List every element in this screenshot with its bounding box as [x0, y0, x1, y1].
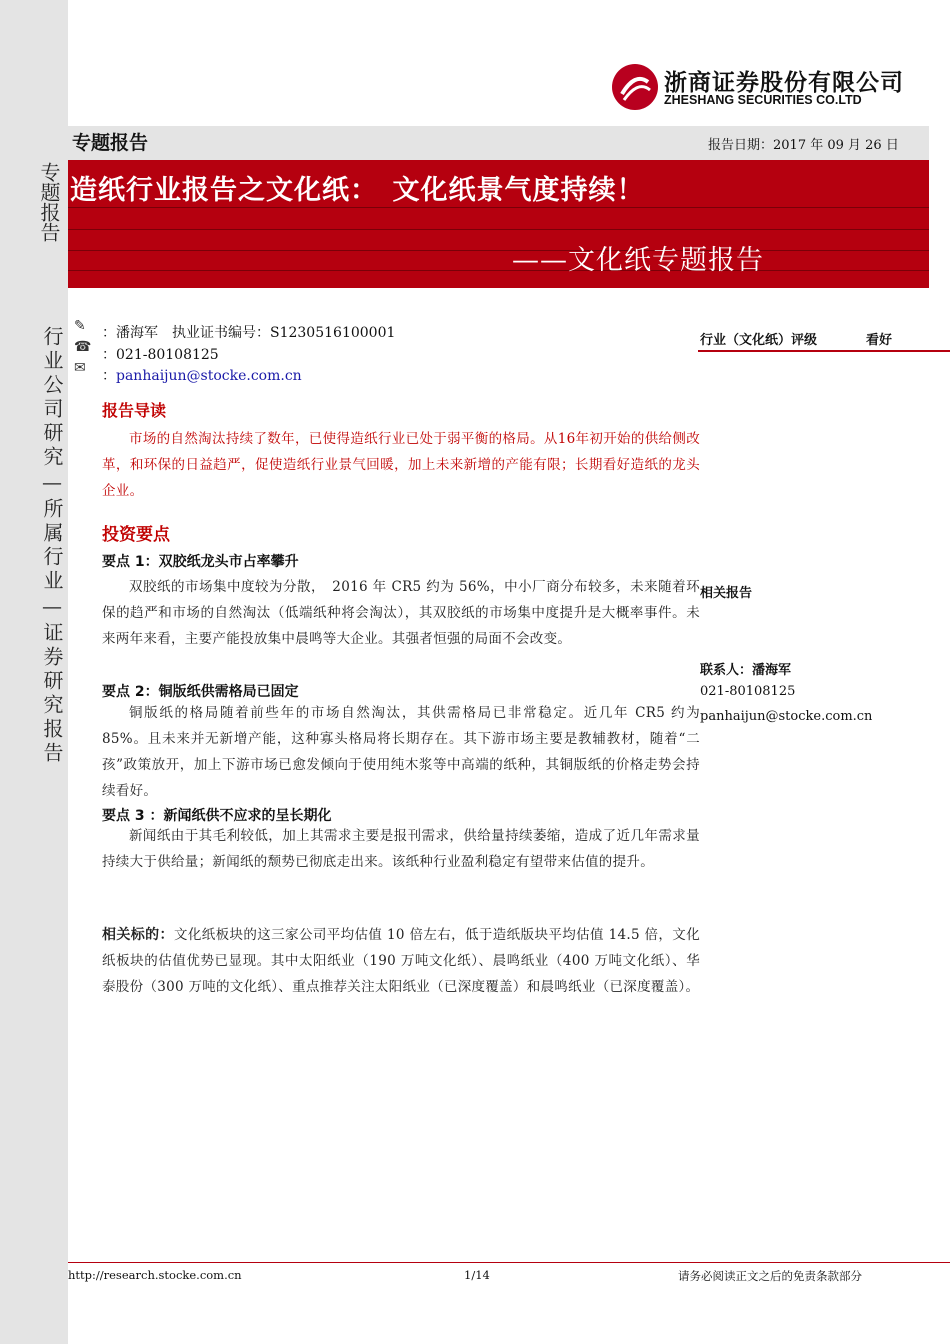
intro-text: 市场的自然淘汰持续了数年，已使得造纸行业已处于弱平衡的格局。从16年初开始的供给侧改革，和环保的日益趋严，促使造纸行业景气回暖，加上未来新增的产能有限；长期看好造纸的龙头企业。	[102, 431, 700, 499]
phone-icon: ☎	[74, 339, 92, 355]
email-colon: ：	[102, 368, 116, 384]
analyst-phone-line: ：021-80108125	[102, 347, 219, 363]
mail-icon: ✉	[74, 360, 86, 376]
related-targets-text: 文化纸板块的这三家公司平均估值 10 倍左右，低于造纸版块平均估值 14.5 倍，文化纸板块的估值优势已显现。其中太阳纸业（190 万吨文化纸）、晨鸣纸业（400 万吨文化纸）、华泰股份（300 万吨的文化纸）、重点推荐关注太阳纸业（已深度覆盖）和晨鸣纸业（已深度覆盖）。	[102, 927, 700, 995]
rating-value: 看好	[866, 333, 893, 348]
analyst-email-link[interactable]: panhaijun@stocke.com.cn	[116, 368, 302, 384]
report-subtitle: ——文化纸专题报告	[512, 245, 764, 276]
footer-url[interactable]: http://research.stocke.com.cn	[68, 1268, 242, 1282]
related-reports-heading: 相关报告	[700, 586, 753, 601]
company-name-cn: 浙商证券股份有限公司	[664, 70, 904, 96]
rating-underline	[698, 350, 950, 352]
footer-rule	[68, 1262, 950, 1263]
point-3-text: 新闻纸由于其毛利较低，加上其需求主要是报刊需求，供给量持续萎缩，造成了近几年需求量持续大于供给量；新闻纸的颓势已彻底走出来。该纸种行业盈利稳定有望带来估值的提升。	[102, 828, 700, 870]
banner-line	[68, 207, 929, 208]
pen-icon: ✎	[74, 318, 86, 334]
intro-heading: 报告导读	[102, 401, 167, 420]
point-3-title: 要点 3 ：新闻纸供不应求的呈长期化	[102, 808, 332, 824]
sidebar-email[interactable]: panhaijun@stocke.com.cn	[700, 709, 873, 724]
sidebar-contact	[700, 659, 791, 678]
related-targets	[102, 922, 700, 1000]
vertical-section-label: 行业公司研究—所属行业—证券研究报告	[40, 326, 64, 766]
banner-line	[68, 250, 929, 251]
point-2-title: 要点 2：铜版纸供需格局已固定	[102, 684, 299, 700]
company-logo-icon	[612, 64, 658, 110]
report-date: 报告日期：2017 年 09 月 26 日	[708, 138, 899, 153]
side-tag: 专题报告	[37, 162, 61, 242]
sidebar-contact-text: 联系人：潘海军	[700, 663, 792, 678]
sidebar-phone: 021-80108125	[700, 684, 796, 699]
related-targets-label: 相关标的：	[102, 927, 174, 943]
footer-disclaimer: 请务必阅读正文之后的免责条款部分	[678, 1269, 862, 1283]
analyst-name-line: ：潘海军 执业证书编号：S1230516100001	[102, 325, 396, 341]
contact-icons	[74, 316, 94, 379]
report-category: 专题报告	[72, 132, 149, 154]
report-title: 造纸行业报告之文化纸： 文化纸景气度持续！	[70, 175, 645, 206]
banner-line	[68, 270, 929, 271]
footer-page-number: 1/14	[464, 1268, 490, 1282]
invest-heading: 投资要点	[102, 525, 170, 545]
point-1-text: 双胶纸的市场集中度较为分散， 2016 年 CR5 约为 56%，中小厂商分布较多，未来随着环保的趋严和市场的自然淘汰（低端纸种将会淘汰），其双胶纸的市场集中度提升是大概率事件。未来两年来看，主要产能投放集中晨鸣等大企业。其强者恒强的局面不会改变。	[102, 579, 700, 647]
rating-label: 行业（文化纸）评级	[700, 333, 818, 348]
point-1-title: 要点 1：双胶纸龙头市占率攀升	[102, 554, 299, 570]
point-2-text: 铜版纸的格局随着前些年的市场自然淘汰，其供需格局已非常稳定。近几年 CR5 约为 85%。且未来并无新增产能，这种寡头格局将长期存在。其下游市场主要是教辅教材，随着“二孩”政策放开，加上下游市场已愈发倾向于使用纯木浆等中高端的纸种，其铜版纸的价格走势会持续看好。	[102, 705, 700, 799]
company-name-en: ZHESHANG SECURITIES CO.LTD	[664, 93, 862, 107]
banner-line	[68, 229, 929, 230]
